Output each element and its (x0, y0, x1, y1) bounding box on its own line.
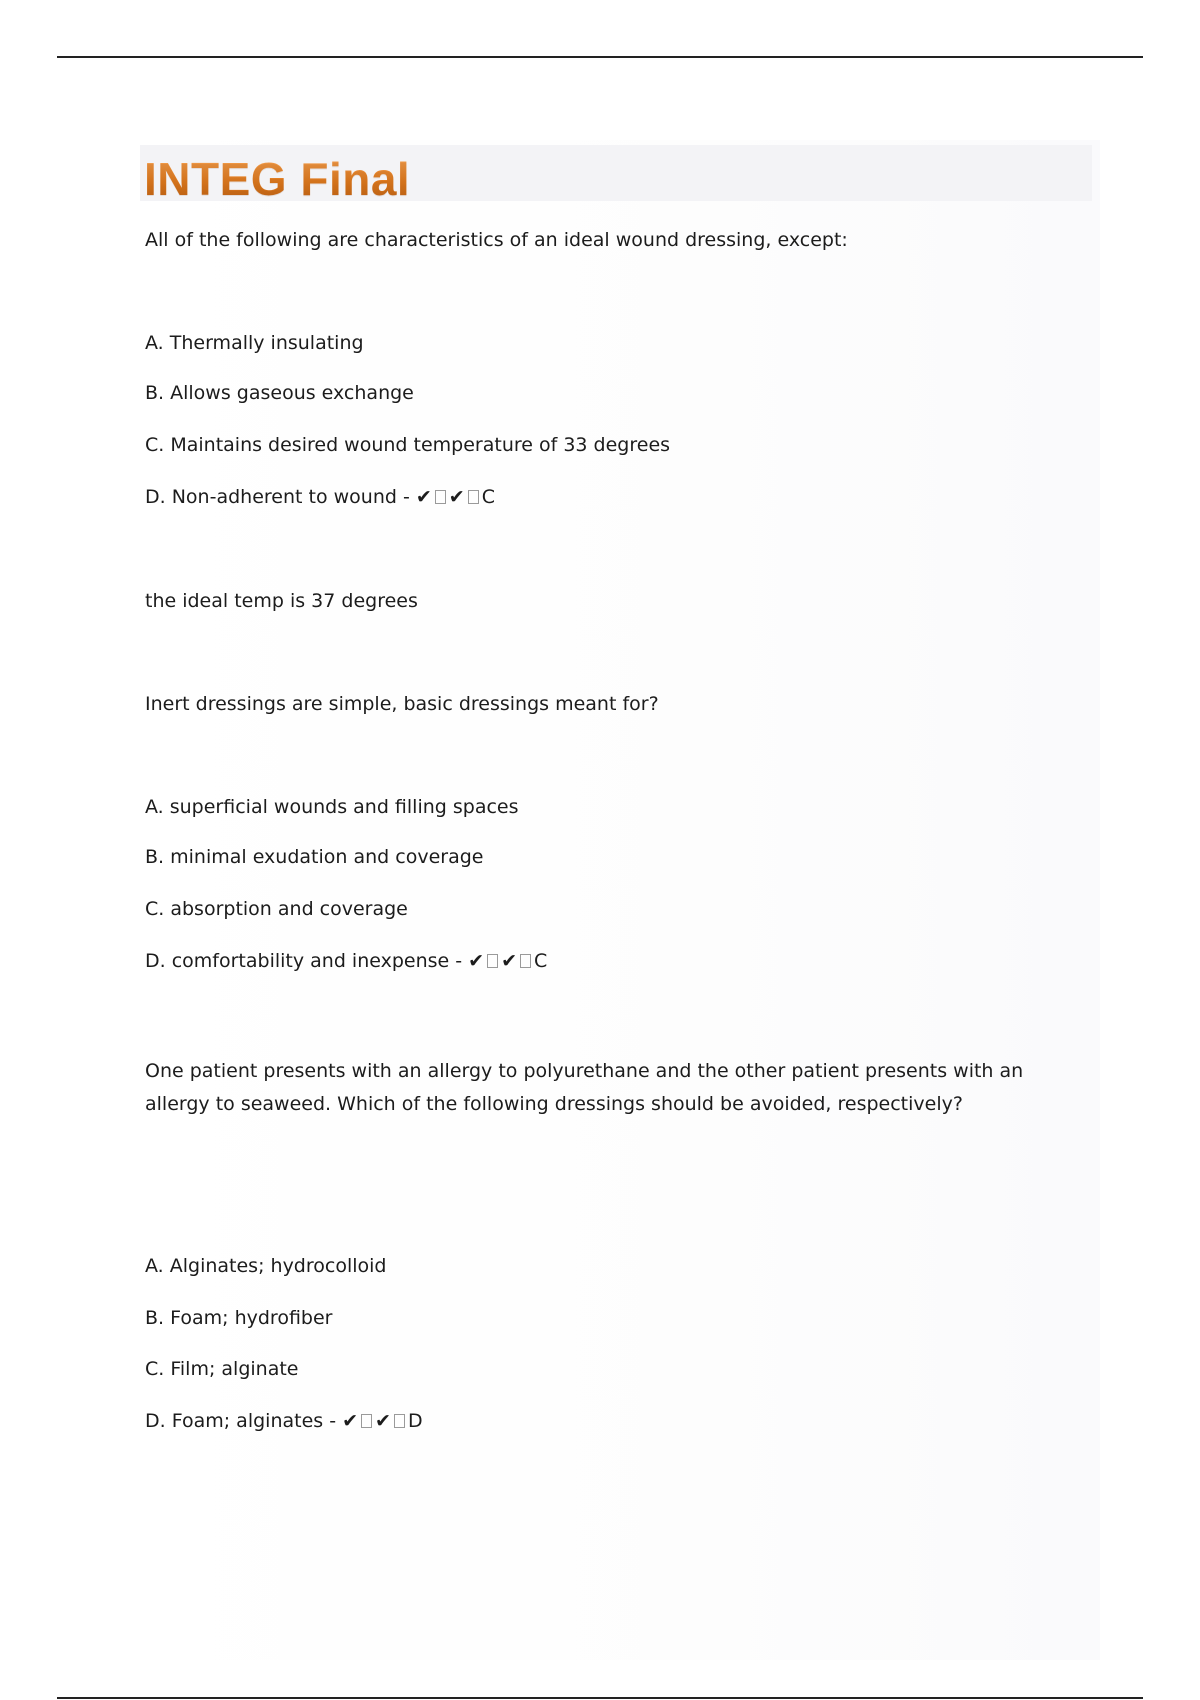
question-3-option-c: C. Film; alginate (145, 1358, 299, 1380)
question-1-option-a: A. Thermally insulating (145, 332, 364, 354)
question-2-prompt: Inert dressings are simple, basic dressings meant for? (145, 693, 659, 715)
question-1-answer: C (481, 486, 495, 508)
question-2-option-d-row (145, 945, 547, 978)
checkbox-icon (435, 490, 446, 504)
footer-rule (57, 1697, 1143, 1699)
question-1-option-b: B. Allows gaseous exchange (145, 382, 414, 404)
question-3-option-a: A. Alginates; hydrocolloid (145, 1255, 387, 1277)
document-title: INTEG Final (144, 153, 411, 205)
title-band (140, 145, 1092, 205)
question-1-option-c: C. Maintains desired wound temperature of 33 degrees (145, 434, 671, 456)
question-2-answer: C (534, 950, 548, 972)
check-mark-icon: ✔ (448, 486, 465, 508)
question-1-option-d-row (145, 481, 495, 514)
check-mark-icon: ✔ (342, 1410, 359, 1432)
question-3-option-d-row (145, 1405, 423, 1438)
check-mark-icon: ✔ (375, 1410, 391, 1432)
question-3-option-d: D. Foam; alginates - (145, 1410, 343, 1432)
document-page (140, 140, 1100, 1660)
check-mark-icon: ✔ (501, 950, 518, 972)
question-2-option-d: D. comfortability and inexpense - (145, 950, 469, 972)
question-2-option-b: B. minimal exudation and coverage (145, 846, 484, 868)
question-3-answer: D (407, 1410, 423, 1432)
check-mark-icon: ✔ (468, 950, 485, 972)
question-1-prompt: All of the following are characteristics of an ideal wound dressing, except: (145, 229, 848, 251)
header-rule (57, 56, 1143, 58)
checkbox-icon (468, 490, 479, 504)
checkbox-icon (487, 954, 498, 968)
question-3-option-b: B. Foam; hydrofiber (145, 1307, 333, 1329)
question-2-option-c: C. absorption and coverage (145, 898, 408, 920)
question-1-explanation: the ideal temp is 37 degrees (145, 590, 418, 612)
question-1-option-d: D. Non-adherent to wound - (145, 486, 416, 508)
check-mark-icon: ✔ (415, 486, 432, 508)
question-3-prompt: One patient presents with an allergy to polyurethane and the other patient presents with an allergy to seaweed. Which of the following dressings should be avoided, respectively? (145, 1060, 1024, 1115)
checkbox-icon (520, 954, 531, 968)
checkbox-icon (361, 1414, 372, 1428)
question-2-option-a: A. superficial wounds and filling spaces (145, 796, 519, 818)
checkbox-icon (394, 1414, 405, 1428)
